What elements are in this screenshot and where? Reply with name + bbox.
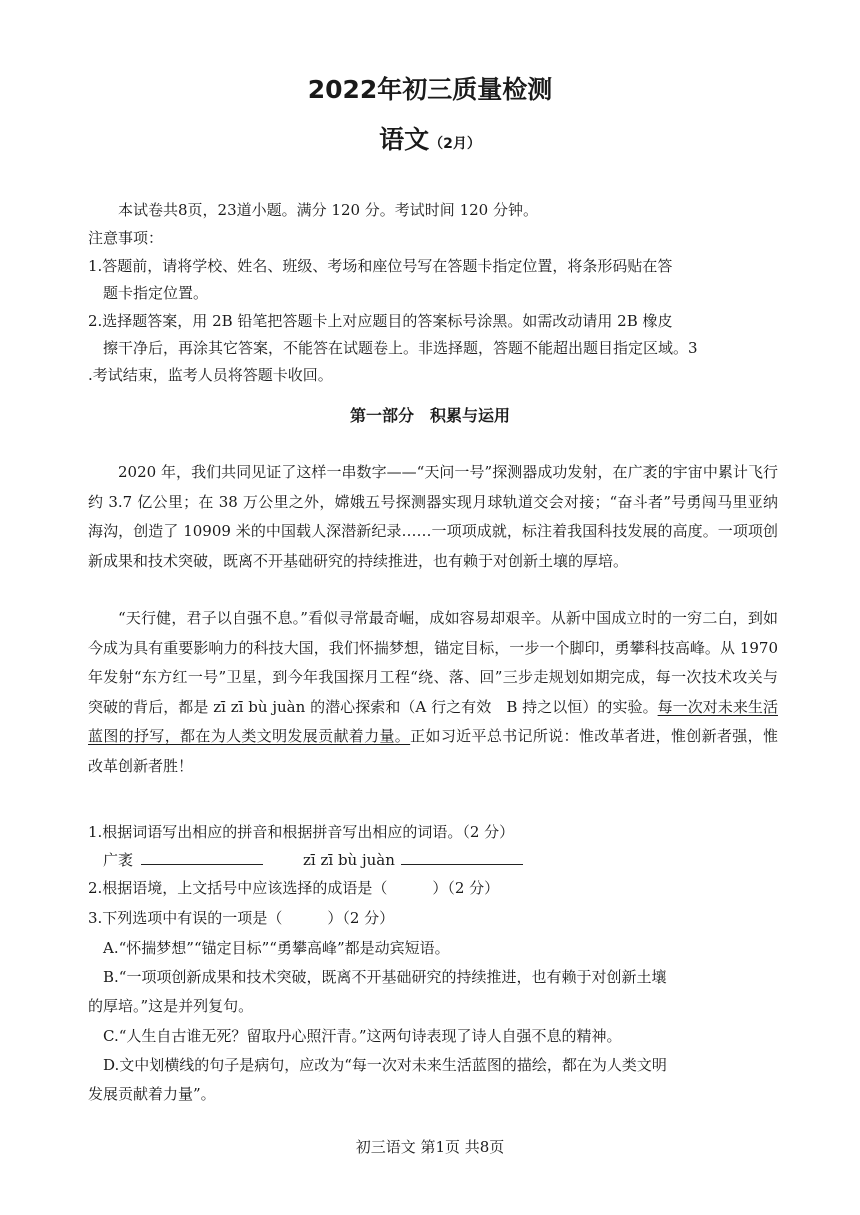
question-3: 3.下列选项中有误的一项是（ ）（2 分）	[88, 909, 395, 927]
question-1: 1.根据词语写出相应的拼音和根据拼音写出相应的词语。（2 分）	[88, 823, 515, 841]
paragraph-2-end: 正如习近平总书记所说：惟改革者进，惟创新者强，惟改革创新者胜！	[88, 727, 778, 775]
instruction-1-line-2: 题卡指定位置。	[103, 284, 209, 302]
option-c: C.“人生自古谁无死？留取丹心照汗青。”这两句诗表现了诗人自强不息的精神。	[103, 1027, 622, 1045]
instruction-2-line-3: .考试结束，监考人员将答题卡收回。	[88, 366, 333, 384]
option-d-line-1: D.文中划横线的句子是病句，应改为“每一次对未来生活蓝图的描绘，都在为人类文明	[103, 1056, 667, 1074]
answer-blank-2[interactable]	[401, 850, 523, 865]
subject-heading	[0, 120, 860, 156]
instruction-1-line-1: 1.答题前，请将学校、姓名、班级、考场和座位号写在答题卡指定位置，将条形码贴在答	[88, 257, 673, 275]
exam-title: 2022年初三质量检测	[307, 75, 553, 104]
answer-blank-1[interactable]	[141, 850, 263, 865]
instruction-2-line-2: 擦干净后，再涂其它答案，不能答在试题卷上。非选择题，答题不能超出题目指定区域。3	[103, 339, 698, 357]
passage-paragraph-2	[88, 604, 778, 781]
q1-pinyin: zī zī bù juàn	[303, 851, 395, 869]
option-b-line-2: 的厚培。”这是并列复句。	[88, 997, 254, 1015]
subject-name: 语文	[379, 125, 430, 154]
question-1-answer-row	[103, 850, 523, 870]
option-d-line-2: 发展贡献着力量”。	[88, 1085, 216, 1103]
page-footer: 初三语文 第1页 共8页	[355, 1138, 505, 1156]
subject-month: （2月）	[429, 136, 481, 152]
notice-label: 注意事项：	[88, 229, 164, 247]
instruction-2-line-1: 2.选择题答案，用 2B 铅笔把答题卡上对应题目的答案标号涂黑。如需改动请用 2B 橡皮	[88, 312, 673, 330]
question-2: 2.根据语境，上文括号中应该选择的成语是（ ）（2 分）	[88, 879, 500, 897]
option-a: A.“怀揣梦想”“锚定目标”“勇攀高峰”都是动宾短语。	[103, 939, 450, 957]
intro-text: 本试卷共8页，23道小题。满分 120 分。考试时间 120 分钟。	[118, 201, 538, 219]
underlined-sentence: 每一次对未来生活蓝图的抒写，都在为人类文明发展贡献着力量。	[88, 697, 778, 745]
paragraph-2-start: “天行健，君子以自强不息。”看似寻常最奇崛，成如容易却艰辛。从新中国成立时的一穷二白，到如今成为具有重要影响力的科技大国，我们怀揣梦想，锚定目标，一步一个脚印，勇攀科技高峰。从 1970 年发射“东方红一号”卫星，到今年我国探月工程“绕、落、回”三步走规划如期完成，每一次技术攻关与突破的背后，都是 zī zī bù juàn 的潜心探索和（A 行之有效 B 持之以恒）的实验。	[88, 609, 778, 716]
passage-paragraph-1: 2020 年，我们共同见证了这样一串数字——“天问一号”探测器成功发射，在广袤的宇宙中累计飞行约 3.7 亿公里；在 38 万公里之外，嫦娥五号探测器实现月球轨道交会对接；“奋斗者”号勇闯马里亚纳海沟，创造了 10909 米的中国载人深潜新纪录……一项项成就，标注着我国科技发展的高度。一项项创新成果和技术突破，既离不开基础研究的持续推进，也有赖于对创新土壤的厚培。	[88, 463, 778, 570]
q1-word: 广袤	[103, 851, 134, 869]
option-b-line-1: B.“一项项创新成果和技术突破，既离不开基础研究的持续推进，也有赖于对创新土壤	[103, 968, 667, 986]
section-title: 第一部分 积累与运用	[349, 406, 510, 425]
